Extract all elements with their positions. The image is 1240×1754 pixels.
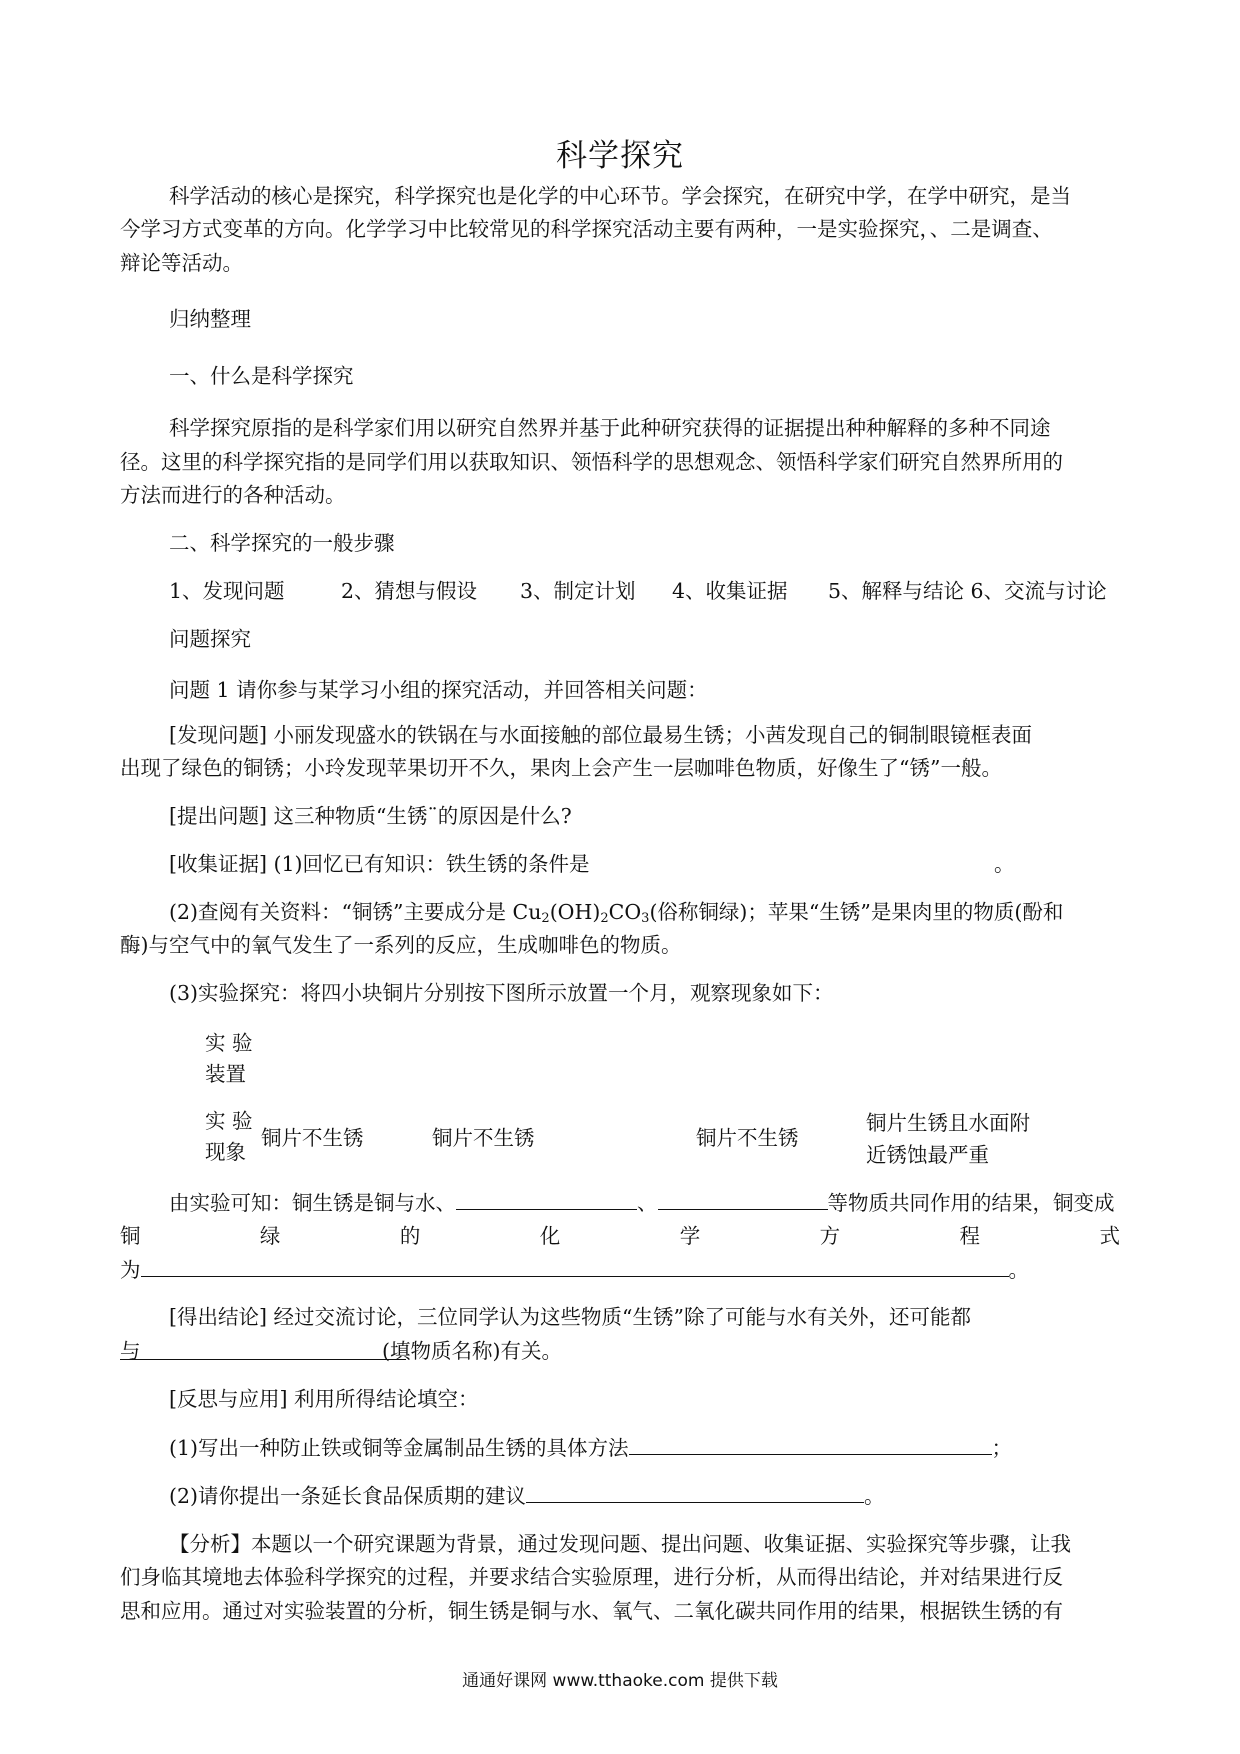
problem1-intro: 问题 1 请你参与某学习小组的探究活动，并回答相关问题： bbox=[169, 678, 708, 702]
observation-1: 铜片不生锈 bbox=[261, 1126, 364, 1150]
observation-4: 铜片生锈且水面附 近锈蚀最严重 bbox=[866, 1111, 1030, 1167]
result-line-1: [得出结论] 经过交流讨论，三位同学认为这些物质“生锈”除了可能与水有关外，还可能都 bbox=[169, 1305, 971, 1329]
heading-summary: 归纳整理 bbox=[169, 307, 251, 331]
question-1: (1)写出一种防止铁或铜等金属制品生锈的具体方法 ； bbox=[169, 1436, 1013, 1460]
reflect-heading: [反思与应用] 利用所得结论填空： bbox=[169, 1387, 479, 1411]
intro-line-3: 辩论等活动。 bbox=[120, 251, 243, 275]
blank-conclude-2[interactable] bbox=[658, 1189, 828, 1210]
consult-line-1 bbox=[169, 899, 1063, 932]
consult-line-2: 酶)与空气中的氧气发生了一系列的反应，生成咖啡色的物质。 bbox=[120, 933, 682, 957]
blank-question-2[interactable] bbox=[526, 1482, 864, 1503]
table-row-apparatus-label: 实 验 装置 bbox=[205, 1031, 253, 1086]
analysis-line-3: 思和应用。通过对实验装置的分析，铜生锈是铜与水、氧气、二氧化碳共同作用的结果，根据铁生锈的有 bbox=[120, 1599, 1063, 1623]
page-title: 科学探究 bbox=[556, 138, 684, 174]
collect-evidence: [收集证据] (1)回忆已有知识：铁生锈的条件是 bbox=[169, 852, 590, 876]
result-line-2: 与 (填物质名称)有关。 bbox=[120, 1339, 562, 1363]
table-row-observation-label: 实 验 现象 bbox=[205, 1109, 253, 1164]
equation-answer-line: 为 。 bbox=[120, 1258, 1029, 1282]
collect-end: 。 bbox=[994, 852, 1015, 876]
step-4: 4、收集证据 bbox=[672, 579, 788, 603]
step-1: 1、发现问题 bbox=[169, 579, 285, 603]
section1-line-3: 方法而进行的各种活动。 bbox=[120, 483, 346, 507]
discover-line-1: [发现问题] 小丽发现盛水的铁锅在与水面接触的部位最易生锈；小茜发现自己的铜制眼镜框表面 bbox=[169, 723, 1033, 747]
intro-line-1: 科学活动的核心是探究，科学探究也是化学的中心环节。学会探究，在研究中学，在学中研究，是当 bbox=[169, 184, 1071, 208]
consult-sub-3: 3 bbox=[641, 911, 650, 926]
consult-mid: (OH) bbox=[549, 900, 601, 924]
heading-problem: 问题探究 bbox=[169, 627, 251, 651]
section1-heading: 一、什么是科学探究 bbox=[169, 364, 354, 388]
section1-line-2: 径。这里的科学探究指的是同学们用以获取知识、领悟科学的思想观念、领悟科学家们研究自然界所用的 bbox=[120, 450, 1063, 474]
consult-sub-1: 2 bbox=[541, 911, 550, 926]
page-footer: 通通好课网 www.tthaoke.com 提供下载 bbox=[462, 1671, 778, 1691]
intro-line-2: 今学习方式变革的方向。化学学习中比较常见的科学探究活动主要有两种，一是实验探究，、二是调查、 bbox=[120, 217, 1053, 241]
consult-tail: (俗称铜绿)；苹果“生锈”是果肉里的物质(酚和 bbox=[649, 900, 1064, 924]
ask-question: [提出问题] 这三种物质“生锈¨的原因是什么? bbox=[169, 804, 572, 828]
blank-result-underline bbox=[120, 1359, 406, 1360]
consult-pre: (2)查阅有关资料：“铜锈”主要成分是 Cu bbox=[169, 900, 542, 924]
section1-line-1: 科学探究原指的是科学家们用以研究自然界并基于此种研究获得的证据提出种种解释的多种不同途 bbox=[169, 416, 1051, 440]
blank-equation[interactable] bbox=[141, 1256, 1009, 1277]
conclude-equation-line: 铜 绿 的 化 学 方 程 式 bbox=[120, 1224, 1120, 1248]
step-2: 2、猜想与假设 bbox=[341, 579, 478, 603]
blank-question-1[interactable] bbox=[629, 1434, 992, 1455]
step-3: 3、制定计划 bbox=[520, 579, 636, 603]
blank-result[interactable]: 与 bbox=[120, 1339, 141, 1363]
step-5-6: 5、解释与结论 6、交流与讨论 bbox=[828, 579, 1107, 603]
discover-line-2: 出现了绿色的铜锈；小玲发现苹果切开不久，果肉上会产生一层咖啡色物质，好像生了“锈”一般。 bbox=[120, 756, 1002, 780]
analysis-line-1: 【分析】本题以一个研究课题为背景，通过发现问题、提出问题、收集证据、实验探究等步骤，让我 bbox=[169, 1532, 1071, 1556]
consult-sub-2: 2 bbox=[600, 911, 609, 926]
observation-3: 铜片不生锈 bbox=[696, 1126, 799, 1150]
observation-2: 铜片不生锈 bbox=[432, 1126, 535, 1150]
blank-conclude-1[interactable] bbox=[456, 1189, 637, 1210]
analysis-line-2: 们身临其境地去体验科学探究的过程，并要求结合实验原理，进行分析，从而得出结论，并对结果进行反 bbox=[120, 1565, 1063, 1589]
question-2: (2)请你提出一条延长食品保质期的建议 。 bbox=[169, 1484, 885, 1508]
experiment-line: (3)实验探究：将四小块铜片分别按下图所示放置一个月，观察现象如下： bbox=[169, 981, 834, 1005]
conclude-line: 由实验可知：铜生锈是铜与水、 、 等物质共同作用的结果，铜变成 bbox=[169, 1191, 1115, 1215]
section2-heading: 二、科学探究的一般步骤 bbox=[169, 531, 395, 555]
consult-post: CO bbox=[608, 900, 642, 924]
